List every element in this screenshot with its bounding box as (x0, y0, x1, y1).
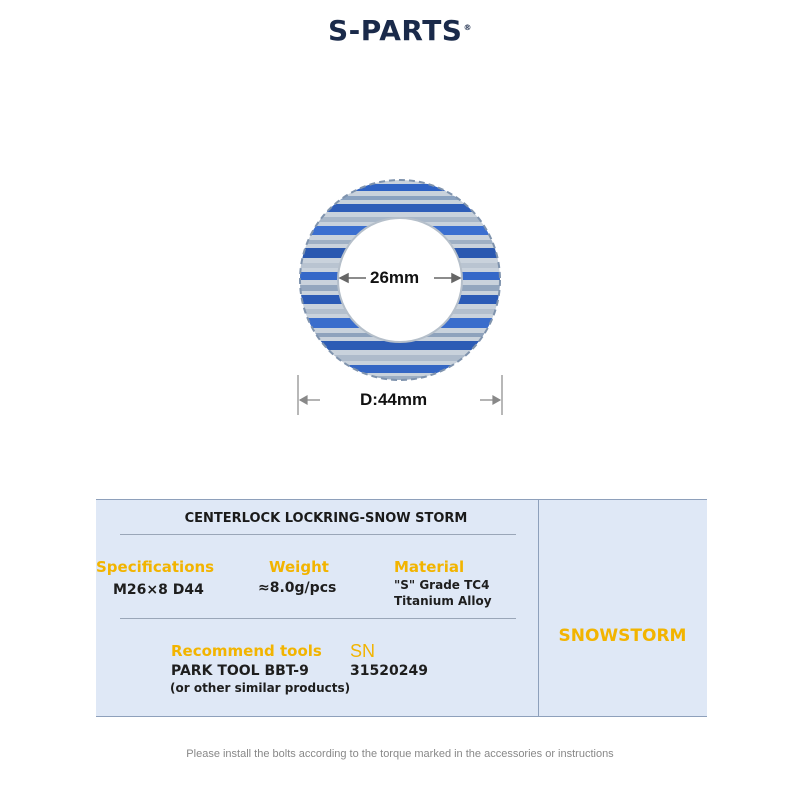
brand-name: S-PARTS (328, 14, 463, 47)
weight-value: ≈8.0g/pcs (258, 580, 337, 596)
spec-panel (96, 499, 707, 717)
install-note: Please install the bolts according to the torque marked in the accessories or instructions (186, 748, 614, 760)
sn-label: SN (350, 641, 376, 661)
recommend-tools-note: (or other similar products) (170, 681, 351, 695)
title-underline (120, 534, 516, 535)
recommend-tools-label: Recommend tools (171, 642, 322, 660)
edition-name: SNOWSTORM (558, 626, 687, 646)
specifications-value: M26×8 D44 (113, 582, 204, 598)
weight-label: Weight (269, 558, 329, 576)
material-value-alloy: Titanium Alloy (394, 594, 492, 608)
spec-divider (538, 500, 539, 716)
recommend-tools-value: PARK TOOL BBT-9 (171, 663, 309, 679)
sn-value: 31520249 (350, 663, 428, 679)
brand-logo (0, 14, 800, 47)
outer-diameter-label: D:44mm (360, 390, 428, 409)
inner-diameter-label: 26mm (370, 268, 420, 287)
registered-mark: ® (463, 22, 472, 32)
material-label: Material (394, 558, 465, 576)
section-divider (120, 618, 516, 619)
product-title: CENTERLOCK LOCKRING-SNOW STORM (184, 511, 468, 526)
material-value-grade: "S" Grade TC4 (394, 578, 490, 592)
specifications-label: Specifications (96, 558, 215, 576)
